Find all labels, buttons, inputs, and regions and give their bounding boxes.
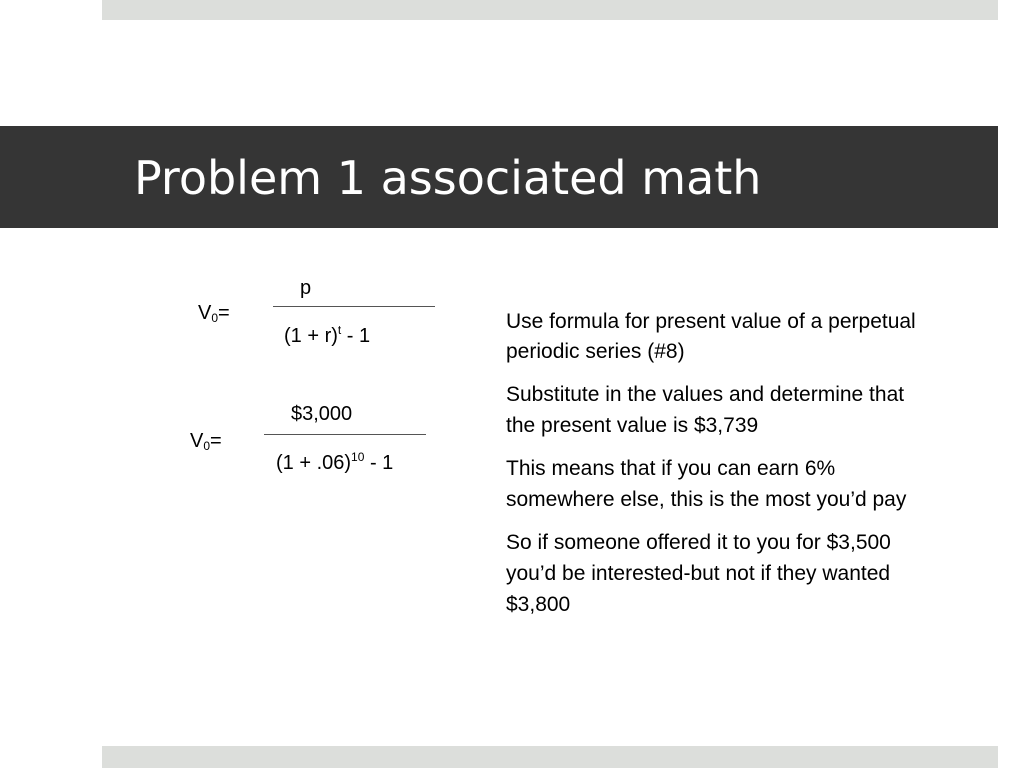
explanation-item: So if someone offered it to you for $3,500 you’d be interested-but not if they wanted $3,800 bbox=[506, 531, 891, 616]
formula-general-denominator: $(1 + r)^t - 1$ bbox=[284, 323, 371, 347]
slide-title: Problem 1 associated math bbox=[134, 151, 762, 205]
formula-general-lhs: $V_0=$ bbox=[198, 302, 230, 325]
bottom-accent-strip bbox=[102, 746, 998, 768]
formula-substituted-lhs: $V_0=$ bbox=[190, 430, 222, 453]
formula-substituted-denominator: $(1 + .06)^{10} - 1$ bbox=[276, 450, 394, 474]
explanation-item: Use formula for present value of a perpetual periodic series (#8) bbox=[506, 310, 916, 363]
formula-substituted-fraction-line bbox=[264, 434, 426, 435]
formula-general-numerator: p bbox=[300, 277, 312, 299]
formula-substituted-numerator: $3,000 bbox=[291, 403, 353, 425]
formula-general-fraction-line bbox=[273, 306, 435, 307]
explanation-item: This means that if you can earn 6% somewhere else, this is the most you’d pay bbox=[506, 457, 907, 511]
explanation-item: Substitute in the values and determine that the present value is $3,739 bbox=[506, 383, 905, 437]
explanation-list bbox=[506, 307, 916, 632]
top-accent-strip bbox=[102, 0, 998, 20]
